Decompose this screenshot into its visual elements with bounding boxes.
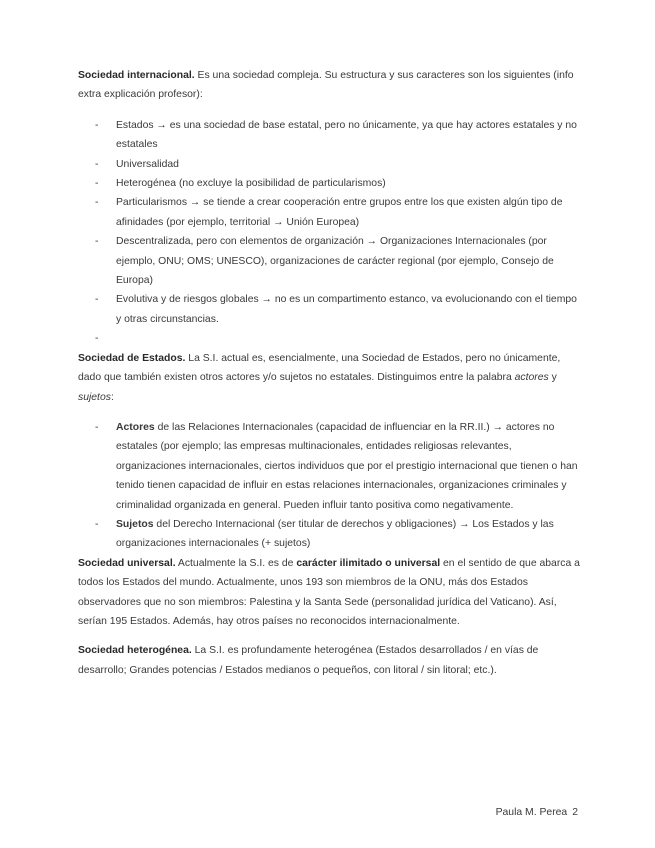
estados-title: Sociedad de Estados. bbox=[78, 352, 186, 364]
list-item-text bbox=[116, 333, 119, 344]
estados-paragraph bbox=[78, 349, 583, 407]
universal-text-rest: en el sentido de que abarca a todos los Estados del mundo. Actualmente, unos 193 son miembros de la ONU, más dos Estados observadores que no son miembros: Palestina y la Santa Sede (personalidad jurídica del Vaticano). Así, serían 195 Estados. Además, hay otros países no reconocidos internacionalmente. bbox=[78, 557, 580, 627]
intl-text: Es una sociedad compleja. Su estructura y sus caracteres son los siguientes (info extra explicación profesor): bbox=[78, 70, 574, 101]
universal-bold: carácter ilimitado o universal bbox=[296, 557, 441, 569]
dash-bullet: - bbox=[95, 518, 99, 530]
dash-bullet: - bbox=[95, 158, 99, 170]
heterogenea-text: La S.I. es profundamente heterogénea (Estados desarrollados / en vías de desarrollo; Grandes potencias / Estados medianos o pequeños, con litoral / sin litoral; etc.). bbox=[78, 645, 539, 676]
intl-paragraph bbox=[78, 66, 583, 105]
list-item bbox=[78, 155, 583, 174]
page-number: 2 bbox=[572, 807, 578, 818]
intl-title: Sociedad internacional. bbox=[78, 70, 195, 81]
page-footer bbox=[496, 805, 578, 821]
heterogenea-paragraph bbox=[78, 641, 583, 680]
list-item bbox=[78, 329, 583, 348]
list-item-text: Heterogénea (no excluye la posibilidad de particularismos) bbox=[116, 178, 386, 190]
list-item-text: Descentralizada, pero con elementos de organización → Organizaciones Internacionales (por ejemplo, ONU; OMS; UNESCO), organizaciones de carácter regional (por ejemplo, Consejo de Europa) bbox=[116, 236, 554, 287]
list-item bbox=[78, 116, 583, 155]
sujetos-term: sujetos bbox=[78, 391, 111, 403]
list-item-text: Estados → es una sociedad de base estatal, pero no únicamente, ya que hay actores estatales y no estatales bbox=[116, 119, 577, 151]
estados-text-join: y bbox=[548, 372, 557, 384]
document-page bbox=[78, 66, 583, 680]
dash-bullet: - bbox=[95, 197, 99, 209]
intl-characteristics-list bbox=[78, 116, 583, 349]
footer-author: Paula M. Perea bbox=[495, 807, 568, 818]
sujetos-label: Sujetos bbox=[116, 518, 154, 530]
dash-bullet: - bbox=[95, 333, 99, 345]
list-item-text: Particularismos → se tiende a crear cooperación entre grupos entre los que existen algún tipo de afinidades (por ejemplo, territorial → Unión Europea) bbox=[116, 197, 563, 228]
list-item bbox=[78, 174, 583, 193]
actores-sujetos-list bbox=[78, 418, 583, 554]
heterogenea-title: Sociedad heterogénea. bbox=[78, 645, 192, 657]
list-item-sujetos bbox=[78, 515, 583, 554]
estados-text-end: : bbox=[110, 391, 114, 403]
dash-bullet: - bbox=[95, 119, 99, 131]
list-item-actores bbox=[78, 418, 583, 515]
estados-text: La S.I. actual es, esencialmente, una Sociedad de Estados, pero no únicamente, dado que también existen otros actores y/o sujetos no estatales. Distinguimos entre la palabra bbox=[78, 352, 561, 384]
dash-bullet: - bbox=[95, 178, 99, 190]
universal-text: Actualmente la S.I. es de bbox=[175, 557, 297, 569]
list-item bbox=[78, 290, 583, 329]
dash-bullet: - bbox=[95, 236, 99, 248]
list-item bbox=[78, 232, 583, 290]
sujetos-text: del Derecho Internacional (ser titular de derechos y obligaciones) → Los Estados y las organizaciones internacionales (+ sujetos) bbox=[116, 518, 554, 550]
list-item-text: Universalidad bbox=[116, 158, 179, 170]
actores-text: de las Relaciones Internacionales (capacidad de influenciar en la RR.II.) → actores no estatales (por ejemplo; las empresas multinacionales, entidades religiosas relevantes, organizaciones internacionales, ciertos individuos que por el prestigio internacional que tienen o han tenido tienen capacidad de influir en estas relaciones internacionales, organizaciones criminales y criminalidad organizada en general. Pueden influir tanto positiva como negativamente. bbox=[116, 421, 578, 511]
dash-bullet: - bbox=[95, 294, 99, 306]
universal-paragraph bbox=[78, 554, 583, 632]
list-item bbox=[78, 193, 583, 232]
actores-label: Actores bbox=[116, 421, 155, 433]
dash-bullet: - bbox=[95, 421, 99, 433]
universal-title: Sociedad universal. bbox=[78, 557, 176, 569]
list-item-text: Evolutiva y de riesgos globales → no es un compartimento estanco, va evolucionando con el tiempo y otras circunstancias. bbox=[116, 294, 577, 325]
actores-term: actores bbox=[514, 372, 549, 384]
